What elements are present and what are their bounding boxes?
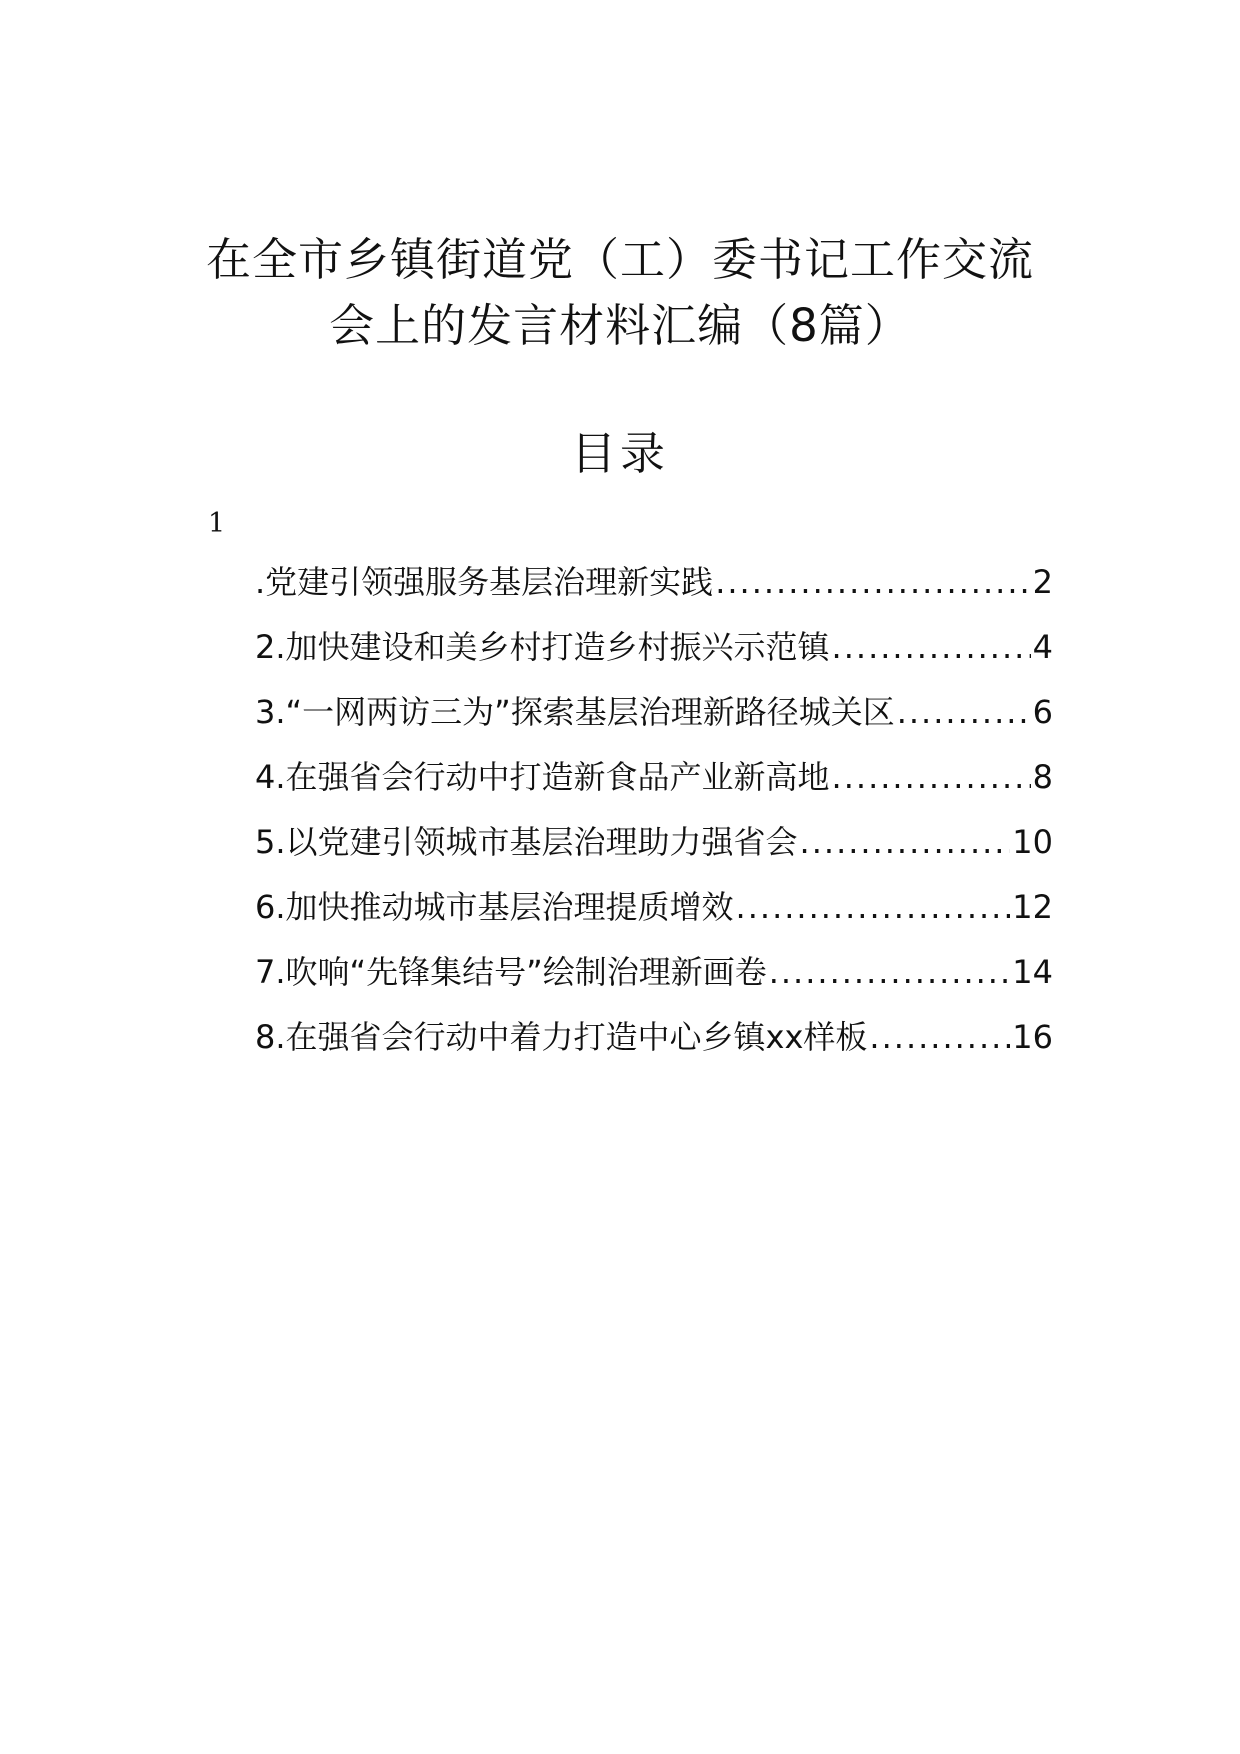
toc-entry-title: 4.在强省会行动中打造新食品产业新高地: [255, 758, 830, 796]
toc-leader-dots: [832, 625, 1031, 669]
toc-entry-page: 14: [1012, 953, 1053, 991]
toc-entry-title: 7.吹响“先锋集结号”绘制治理新画卷: [255, 953, 767, 991]
toc-entry-page: 8: [1032, 758, 1053, 796]
toc-entry-page: 10: [1012, 823, 1053, 861]
toc-leader-dots: [736, 885, 1011, 929]
toc-entry[interactable]: [255, 560, 1053, 625]
toc-leader-dots: [869, 1015, 1010, 1059]
document-title-line-1: 在全市乡镇街道党（工）委书记工作交流: [205, 233, 1034, 286]
toc-entry[interactable]: [255, 885, 1053, 950]
toc-entry[interactable]: [255, 1015, 1053, 1080]
toc-leader-dots: [715, 560, 1030, 604]
toc-entry[interactable]: [255, 950, 1053, 1015]
toc-entry-page: 4: [1032, 628, 1053, 666]
toc-leader-dots: [832, 755, 1031, 799]
toc-entry-title: 6.加快推动城市基层治理提质增效: [255, 888, 734, 926]
toc-leader-dots: [800, 820, 1011, 864]
toc-entry-title: 5.以党建引领城市基层治理助力强省会: [255, 823, 798, 861]
toc-entry[interactable]: [255, 820, 1053, 885]
toc-marker: 1: [208, 508, 226, 539]
toc-entry-title: .党建引领强服务基层治理新实践: [255, 563, 714, 601]
toc-heading: 目录: [570, 427, 669, 480]
toc-leader-dots: [769, 950, 1011, 994]
table-of-contents: [255, 560, 1053, 1080]
toc-entry[interactable]: [255, 625, 1053, 690]
toc-entry[interactable]: [255, 690, 1053, 755]
toc-leader-dots: [897, 690, 1031, 734]
toc-entry-page: 16: [1012, 1018, 1053, 1056]
toc-entry-page: 12: [1012, 888, 1053, 926]
toc-entry-title: 2.加快建设和美乡村打造乡村振兴示范镇: [255, 628, 830, 666]
toc-entry-page: 2: [1032, 563, 1053, 601]
toc-entry-title: 3.“一网两访三为”探索基层治理新路径城关区: [255, 693, 895, 731]
document-title-line-2: 会上的发言材料汇编（8篇）: [329, 299, 911, 352]
toc-entry[interactable]: [255, 755, 1053, 820]
toc-entry-title: 8.在强省会行动中着力打造中心乡镇xx样板: [255, 1018, 868, 1056]
toc-entry-page: 6: [1032, 693, 1053, 731]
